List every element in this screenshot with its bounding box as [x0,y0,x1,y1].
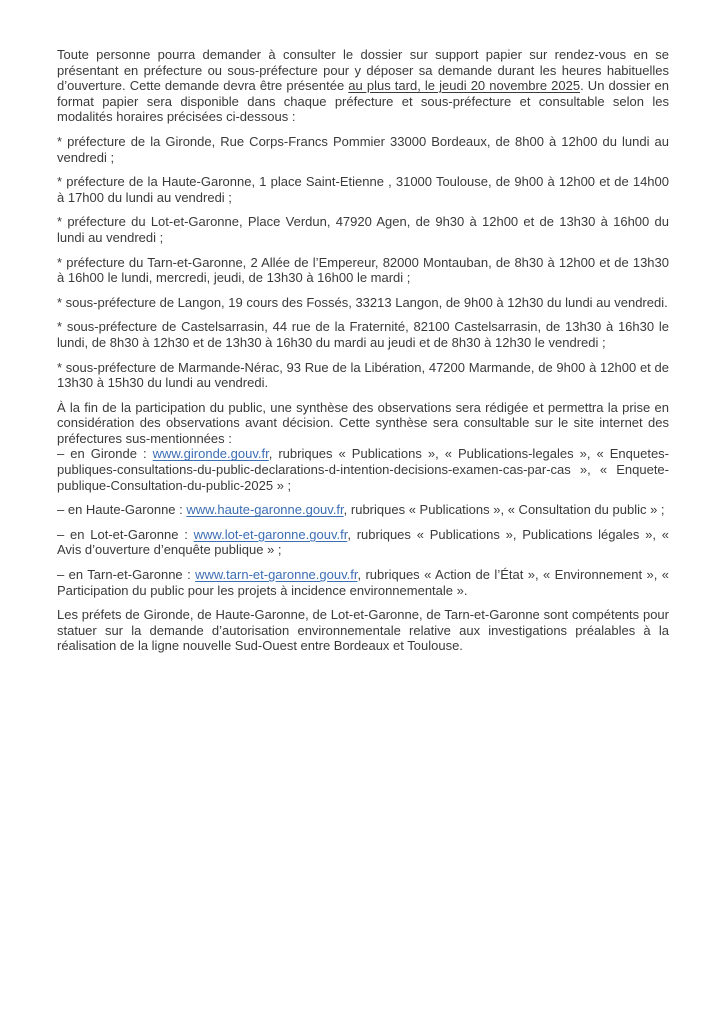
text-run: , rubriques « Publications », Publications légales », « Avis d’ouverture d’enquête publique » ; [57,526,669,558]
site-item-lot-et-garonne [57,527,669,558]
site-item-haute-garonne [57,502,669,518]
text-run: * sous-préfecture de Langon, 19 cours des Fossés, 33213 Langon, de 9h00 à 12h30 du lundi au vendredi. [57,294,668,310]
text-run: * sous-préfecture de Marmande-Nérac, 93 Rue de la Libération, 47200 Marmande, de 9h00 à 12h00 et de 13h30 à 15h30 du lundi au vendredi. [57,359,669,391]
text-run: Les préfets de Gironde, de Haute-Garonne, de Lot-et-Garonne, de Tarn-et-Garonne sont compétents pour statuer sur la demande d’autorisation environnementale relative aux investigations préalables à la réalisation de la ligne nouvelle Sud-Ouest entre Bordeaux et Toulouse. [57,607,669,654]
text-run: * sous-préfecture de Castelsarrasin, 44 rue de la Fraternité, 82100 Castelsarrasin, de 13h30 à 16h30 le lundi, de 8h30 à 12h30 et de 13h30 à 16h30 du mardi au jeudi et de 8h30 à 12h30 le vendredi ; [57,319,669,350]
text-run: À la fin de la participation du public, une synthèse des observations sera rédigée et permettra la prise en considération des observations avant décision. Cette synthèse sera consultable sur le site internet des préfectures sus-mentionnées : [57,399,669,446]
document-body [57,47,669,663]
text-run: * préfecture du Lot-et-Garonne, Place Verdun, 47920 Agen, de 9h30 à 12h00 et de 13h30 à 16h00 du lundi au vendredi ; [57,214,669,245]
site-item-gironde [57,446,669,493]
link-www-tarn-et-garonne-gouv-fr[interactable]: www.tarn-et-garonne.gouv.fr [195,567,358,583]
link-www-gironde-gouv-fr[interactable]: www.gironde.gouv.fr [152,446,269,462]
prefets-paragraph [57,607,669,654]
text-run: – en Lot-et-Garonne : [57,526,194,542]
text-run: * préfecture de la Gironde, Rue Corps-Francs Pommier 33000 Bordeaux, de 8h00 à 12h00 du lundi au vendredi ; [57,133,669,165]
link-www-lot-et-garonne-gouv-fr[interactable]: www.lot-et-garonne.gouv.fr [193,526,348,542]
text-run: * préfecture du Tarn-et-Garonne, 2 Allée de l’Empereur, 82000 Montauban, de 8h30 à 12h00 et de 13h30 à 16h00 le lundi, mercredi, jeudi, de 13h30 à 16h00 le mardi ; [57,254,669,286]
item-prefecture-tarn-et-garonne [57,255,669,286]
text-run: * préfecture de la Haute-Garonne, 1 place Saint-Etienne , 31000 Toulouse, de 9h00 à 12h00 et de 14h00 à 17h00 du lundi au vendredi ; [57,174,669,205]
text-run: Toute personne pourra demander à consulter le dossier sur support papier sur rendez-vous en se présentant en préfecture ou sous-préfecture pour y déposer sa demande durant les heures habituelles d’ouverture. Cette demande devra être présentée [57,47,669,94]
item-prefecture-gironde [57,134,669,165]
item-sous-prefecture-langon [57,295,669,311]
text-run: – en Haute-Garonne : [57,502,187,518]
link-www-haute-garonne-gouv-fr[interactable]: www.haute-garonne.gouv.fr [186,502,344,518]
deadline-underlined-text: au plus tard, le jeudi 20 novembre 2025 [348,78,581,94]
text-run: , rubriques « Publications », « Publications-legales », « Enquetes-publiques-consultations-du-public-declarations-d-intention-decisions-examen-cas-par-cas », « Enquete-publique-Consultation-du-public-2025 » ; [57,446,670,493]
item-prefecture-lot-et-garonne [57,214,669,245]
intro-paragraph [57,47,669,125]
item-prefecture-haute-garonne [57,174,669,205]
text-run: – en Gironde : [57,446,153,462]
text-run: – en Tarn-et-Garonne : [57,567,196,583]
text-run: , rubriques « Action de l’État », « Environnement », « Participation du public pour les projets à incidence environnementale ». [57,567,669,598]
item-sous-prefecture-castelsarrasin [57,319,669,350]
synthese-paragraph [57,400,669,447]
site-item-tarn-et-garonne [57,567,669,598]
text-run: , rubriques « Publications », « Consultation du public » ; [343,502,665,518]
text-run: . Un dossier en format papier sera disponible dans chaque préfecture et sous-préfecture et consultable selon les modalités horaires précisées ci-dessous : [57,78,669,125]
item-sous-prefecture-marmande [57,360,669,391]
